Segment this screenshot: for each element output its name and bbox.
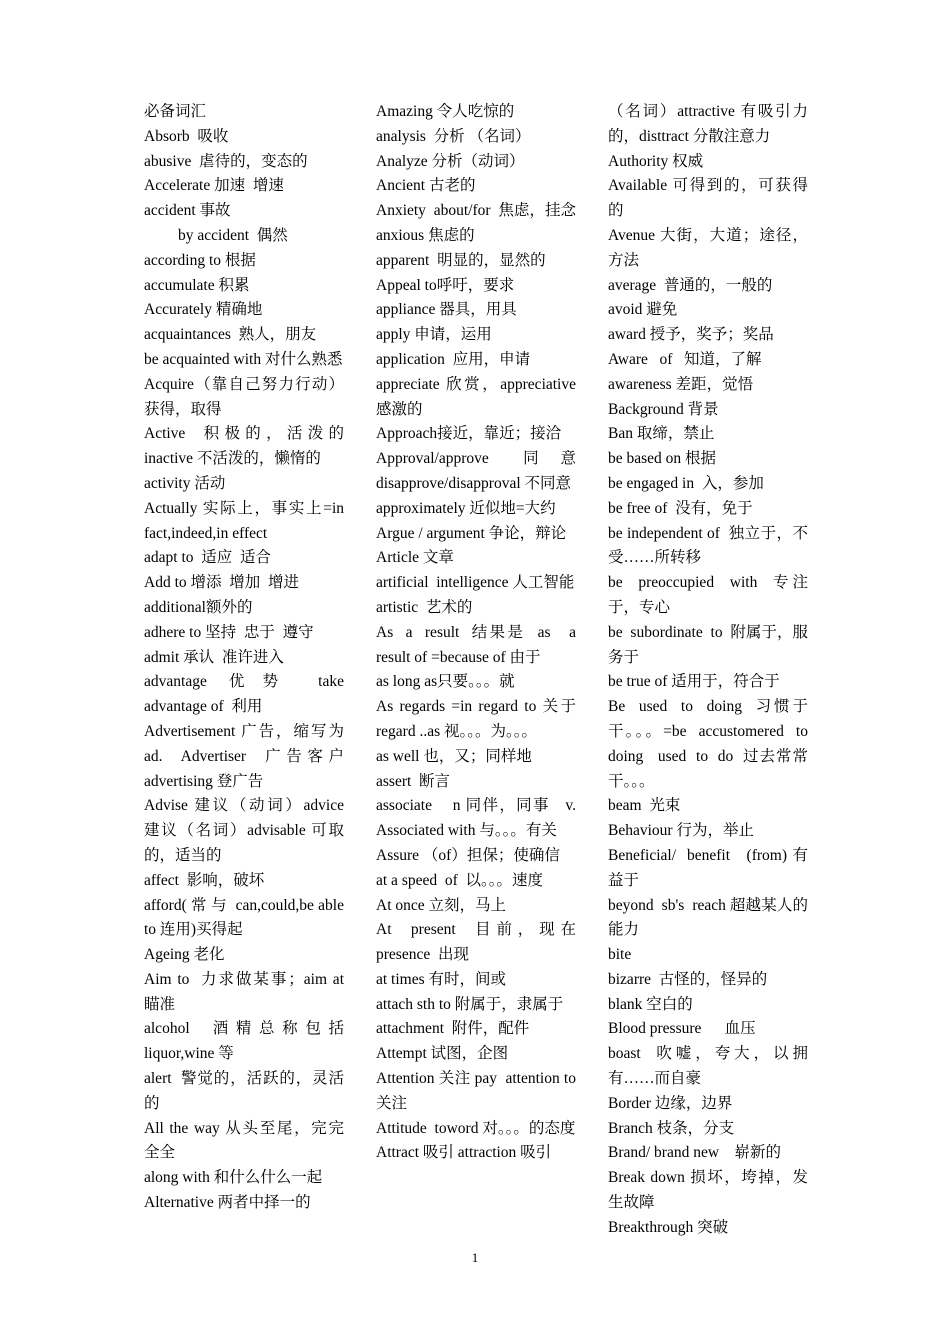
vocab-entry: Assure （of）担保；使确信 <box>376 846 560 864</box>
vocab-entry: analysis 分析 （名词） <box>376 127 531 145</box>
vocab-entry: Accelerate 加速 增速 <box>144 177 284 195</box>
vocab-entry: average 普通的，一般的 <box>608 276 773 294</box>
vocab-entry: be subordinate to 附属于，服务于 <box>608 623 808 666</box>
vocab-entry: Border 边缘，边界 <box>608 1094 733 1112</box>
page-number: 1 <box>471 1250 479 1265</box>
vocab-entry: award 授予，奖予；奖品 <box>608 326 774 344</box>
vocab-entry: awareness 差距，觉悟 <box>608 375 754 393</box>
vocab-entry: beyond sb's reach 超越某人的能力 <box>608 896 808 939</box>
vocab-entry: Analyze 分析（动词） <box>376 152 525 170</box>
vocab-entry: be free of 没有，免于 <box>608 499 753 517</box>
vocab-entry: as long as只要。。。就 <box>376 673 515 691</box>
vocab-entry: Anxiety about/for 焦虑，挂念 anxious 焦虑的 <box>376 202 584 244</box>
vocab-entry: by accident 偶然 <box>178 226 288 244</box>
vocab-entry: Break down 损坏，垮掉，发生故障 <box>608 1169 808 1212</box>
vocab-entry: bite <box>608 946 632 964</box>
vocab-entry: alert 警觉的，活跃的，灵活的 <box>144 1070 344 1112</box>
column-1 <box>144 100 348 1216</box>
vocab-entry: approximately 近似地=大约 <box>376 499 556 517</box>
vocab-entry: Ageing 老化 <box>144 946 225 964</box>
vocab-entry: As regards =in regard to 关于 regard ..as 视。。。为。。。 <box>376 698 580 740</box>
vocab-entry: Active 积极的，活泼的 inactive 不活泼的，懒惰的 <box>144 425 348 468</box>
vocab-entry: admit 承认 准许进入 <box>144 648 284 666</box>
vocab-entry: Avenue 大街，大道；途径，方法 <box>608 226 808 269</box>
vocab-entry: alcohol 酒精总称包括 liquor,wine 等 <box>144 1020 348 1063</box>
vocab-entry: At once 立刻，马上 <box>376 896 507 914</box>
vocab-entry: As a result 结果是 as a result of =because of 由于 <box>376 623 580 666</box>
vocab-entry: Amazing 令人吃惊的 <box>376 103 515 120</box>
vocab-entry: Advertisement 广告，缩写为 ad. Advertiser 广告客户 advertising 登广告 <box>144 722 348 790</box>
vocab-entry: Ban 取缔，禁止 <box>608 425 715 443</box>
vocab-entry: assert 断言 <box>376 772 451 790</box>
vocab-entry: Argue / argument 争论，辩论 <box>376 524 567 542</box>
vocab-entry: along with 和什么什么一起 <box>144 1169 323 1187</box>
vocab-entry: according to 根据 <box>144 251 256 269</box>
vocab-entry: as well 也，又；同样地 <box>376 747 532 765</box>
vocab-entry: apply 申请，运用 <box>376 326 492 344</box>
vocab-entry: At present 目前，现在 presence 出现 <box>376 921 580 964</box>
vocab-entry: activity 活动 <box>144 474 226 492</box>
vocab-entry: Alternative 两者中择一的 <box>144 1194 311 1212</box>
vocab-entry: （名词）attractive 有吸引力的，disttract 分散注意力 <box>608 103 808 145</box>
vocab-entry: Approval/approve 同 意 disapprove/disapproval 不同意 <box>376 450 580 492</box>
vocab-entry: Absorb 吸收 <box>144 127 229 145</box>
vocab-entry: Add to 增添 增加 增进 <box>144 574 300 592</box>
vocab-entry: application 应用，申请 <box>376 350 531 368</box>
vocab-entry: 必备词汇 <box>144 103 207 120</box>
vocab-entry: Breakthrough 突破 <box>608 1218 729 1236</box>
vocab-entry: be independent of 独立于，不受……所转移 <box>608 524 808 567</box>
vocab-entry: be preoccupied with 专注于，专心 <box>608 574 808 616</box>
vocab-entry: Blood pressure 血压 <box>608 1020 756 1038</box>
vocab-entry: be based on 根据 <box>608 450 717 468</box>
vocab-entry: attachment 附件，配件 <box>376 1020 530 1038</box>
vocab-entry: accident 事故 <box>144 202 231 220</box>
vocab-entry: All the way 从头至尾，完完全全 <box>144 1119 344 1162</box>
vocab-entry: Acquire（靠自己努力行动）获得，取得 <box>144 375 344 418</box>
vocab-entry: Appeal to呼吁，要求 <box>376 276 515 294</box>
vocab-entry: appliance 器具，用具 <box>376 301 517 319</box>
vocab-entry: acquaintances 熟人，朋友 <box>144 326 317 344</box>
vocab-entry: Behaviour 行为，举止 <box>608 822 754 840</box>
vocab-entry: Aim to 力求做某事；aim at 瞄准 <box>144 970 348 1013</box>
vocab-entry: Attempt 试图，企图 <box>376 1045 509 1063</box>
vocab-entry: associate n 同伴，同事 v. Associated with 与。。。有关 <box>376 797 580 840</box>
vocab-entry: Approach接近，靠近；接洽 <box>376 425 562 443</box>
vocab-entry: Brand/ brand new 崭新的 <box>608 1144 782 1162</box>
vocab-entry: Advise 建议（动词）advice 建议（名词）advisable 可取的，适当的 <box>144 797 348 864</box>
vocab-entry: Branch 枝条，分支 <box>608 1119 735 1137</box>
vocab-entry: blank 空白的 <box>608 995 693 1013</box>
vocab-entry: Accurately 精确地 <box>144 301 263 319</box>
vocab-entry: artistic 艺术的 <box>376 598 473 616</box>
vocab-entry: Actually 实际上，事实上=in fact,indeed,in effect <box>144 499 348 542</box>
vocab-entry: avoid 避免 <box>608 301 678 319</box>
vocab-entry: Aware of 知道，了解 <box>608 350 762 368</box>
vocab-entry: apparent 明显的，显然的 <box>376 251 546 269</box>
vocab-entry: artificial intelligence 人工智能 <box>376 574 575 592</box>
vocab-entry: advantage 优 势 take advantage of 利用 <box>144 673 348 716</box>
vocab-entry: Available 可得到的，可获得的 <box>608 177 808 220</box>
vocab-entry: at a speed of 以。。。速度 <box>376 871 544 889</box>
vocab-entry: afford( 常 与 can,could,be able to 连用)买得起 <box>144 896 348 939</box>
vocab-entry: adhere to 坚持 忠于 遵守 <box>144 623 314 641</box>
vocab-entry: Authority 权威 <box>608 152 704 170</box>
vocab-entry: affect 影响，破坏 <box>144 871 265 889</box>
vocab-entry: beam 光束 <box>608 797 681 815</box>
vocab-entry: Ancient 古老的 <box>376 177 476 195</box>
vocab-entry: abusive 虐待的，变态的 <box>144 152 308 170</box>
column-2 <box>376 100 584 1166</box>
vocab-entry: at times 有时，间或 <box>376 970 507 988</box>
vocab-entry: accumulate 积累 <box>144 276 250 294</box>
vocab-entry: be true of 适用于，符合于 <box>608 673 780 691</box>
vocab-entry: bizarre 古怪的，怪异的 <box>608 970 768 988</box>
vocab-entry: adapt to 适应 适合 <box>144 549 271 567</box>
vocab-entry: boast 吹嘘，夸大，以拥有……而自豪 <box>608 1045 808 1088</box>
vocab-entry: Article 文章 <box>376 549 454 567</box>
vocab-entry: Background 背景 <box>608 400 719 418</box>
vocab-entry: Be used to doing 习惯于干。。。=be accustomered to doing used to do 过去常常干。。。 <box>608 698 812 790</box>
vocab-entry: be engaged in 入，参加 <box>608 474 764 492</box>
vocab-entry: Beneficial/ benefit (from) 有益于 <box>608 846 808 889</box>
vocab-entry: attach sth to 附属于，隶属于 <box>376 995 564 1013</box>
vocab-entry: be acquainted with 对什么熟悉 <box>144 350 343 368</box>
vocab-entry: Attention 关注 pay attention to 关注 <box>376 1070 580 1112</box>
vocab-entry: additional额外的 <box>144 598 253 616</box>
vocab-entry: Attract 吸引 attraction 吸引 <box>376 1144 552 1162</box>
vocab-entry: appreciate 欣赏，appreciative 感激的 <box>376 375 580 418</box>
vocab-entry: Attitude toword 对。。。的态度 <box>376 1119 576 1137</box>
column-3 <box>608 100 812 1241</box>
